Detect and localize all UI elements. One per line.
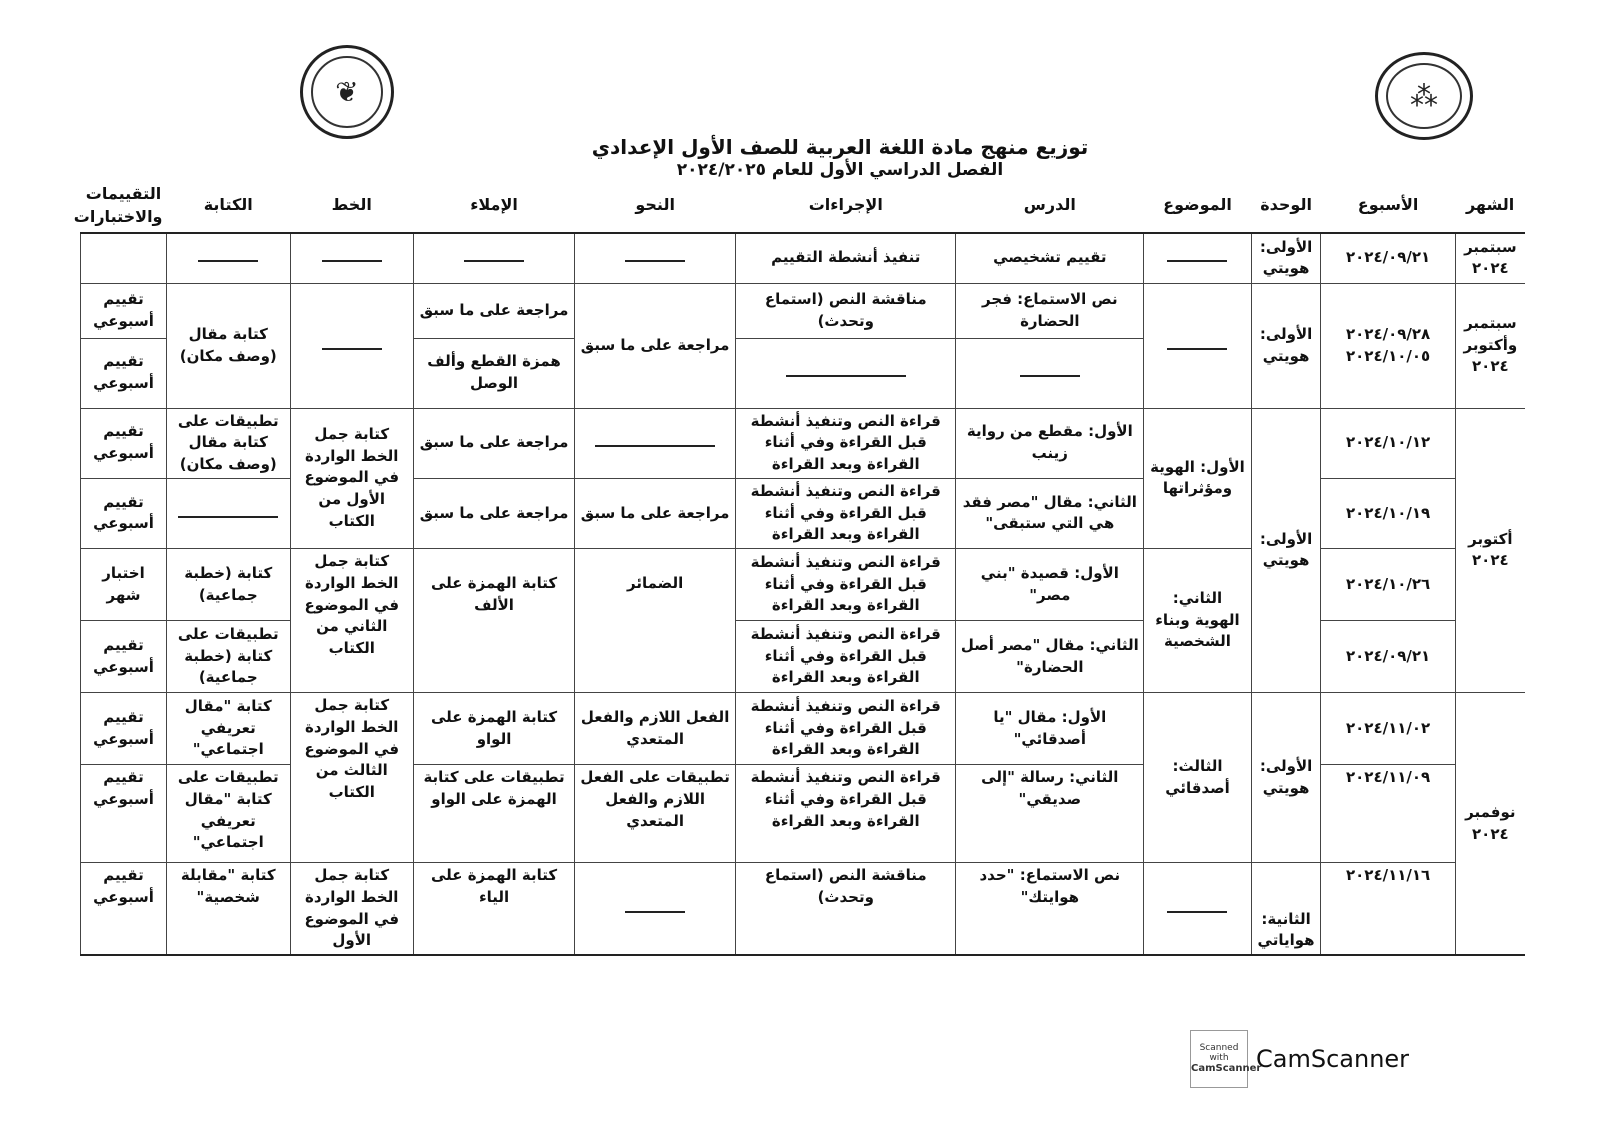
header-dictation: الإملاء: [414, 178, 575, 233]
cell-week: ٢٠٢٤/٠٩/٢١: [1321, 233, 1455, 283]
cell-procedures: قراءة النص وتنفيذ أنشطة قبل القراءة وفي أثناء القراءة وبعد القراءة: [736, 478, 956, 548]
cell-dictation: مراجعة على ما سبق: [414, 283, 575, 338]
cell-week: ٢٠٢٤/٠٩/٢٨ ٢٠٢٤/١٠/٠٥: [1321, 283, 1455, 408]
cell-grammar: تطبيقات على الفعل اللازم والفعل المتعدي: [575, 765, 736, 863]
cell-week: ٢٠٢٤/١٠/٢٦: [1321, 549, 1455, 621]
cell-evaluation: اختبار شهر: [81, 549, 167, 621]
cell-evaluation: تقييم أسبوعي: [81, 693, 167, 765]
cell-writing: كتابة (خطبة جماعية): [167, 549, 291, 621]
cell-procedures: تنفيذ أنشطة التقييم: [736, 233, 956, 283]
cell-topic: الأول: الهوية ومؤثراتها: [1144, 408, 1251, 549]
cell-handwriting: كتابة جمل الخط الواردة في الموضوع الثالث من الكتاب: [290, 693, 414, 863]
table-row: [81, 233, 1526, 283]
header-lesson: الدرس: [956, 178, 1144, 233]
header-evaluation: التقييمات والاختبارات: [81, 178, 167, 233]
cell-evaluation: تقييم أسبوعي: [81, 408, 167, 478]
cell-dictation: تطبيقات على كتابة الهمزة على الواو: [414, 765, 575, 863]
cell-unit: الأولى: هويتي: [1251, 233, 1321, 283]
cell-week: ٢٠٢٤/١٠/١٢: [1321, 408, 1455, 478]
cell-procedures: مناقشة النص (استماع وتحدث): [736, 283, 956, 338]
table-header-row: [81, 178, 1526, 233]
scanner-footer: [1190, 1030, 1409, 1088]
table-row: [81, 283, 1526, 338]
cell-dictation: مراجعة على ما سبق: [414, 478, 575, 548]
cell-procedures: قراءة النص وتنفيذ أنشطة قبل القراءة وفي أثناء القراءة وبعد القراءة: [736, 765, 956, 863]
cell-month: سبتمبر وأكتوبر ٢٠٢٤: [1455, 283, 1525, 408]
cell-topic: [1144, 863, 1251, 956]
cell-writing: تطبيقات على كتابة (خطبة جماعية): [167, 621, 291, 693]
cell-handwriting: [290, 283, 414, 408]
cell-dictation: كتابة الهمزة على الألف: [414, 549, 575, 693]
emblem-icon: ❦: [335, 75, 359, 109]
cell-grammar: الفعل اللازم والفعل المتعدي: [575, 693, 736, 765]
cell-topic: [1144, 233, 1251, 283]
cell-procedures: قراءة النص وتنفيذ أنشطة قبل القراءة وفي أثناء القراءة وبعد القراءة: [736, 693, 956, 765]
cell-evaluation: تقييم أسبوعي: [81, 765, 167, 863]
camscanner-text: CamScanner: [1256, 1045, 1410, 1073]
header-writing: الكتابة: [167, 178, 291, 233]
cell-evaluation: تقييم أسبوعي: [81, 621, 167, 693]
cell-lesson: الأول: قصيدة "بني مصر": [956, 549, 1144, 621]
cell-lesson: [956, 338, 1144, 408]
cell-dictation: مراجعة على ما سبق: [414, 408, 575, 478]
table-row: [81, 693, 1526, 765]
cell-grammar: [575, 408, 736, 478]
cell-writing: كتابة مقال (وصف مكان): [167, 283, 291, 408]
cell-handwriting: كتابة جمل الخط الواردة في الموضوع الثاني من الكتاب: [290, 549, 414, 693]
school-seal: [1375, 52, 1473, 140]
cell-evaluation: تقييم أسبوعي: [81, 478, 167, 548]
page-title: توزيع منهج مادة اللغة العربية للصف الأول الإعدادي: [591, 135, 1089, 159]
cell-dictation: كتابة الهمزة على الياء: [414, 863, 575, 956]
cell-procedures: قراءة النص وتنفيذ أنشطة قبل القراءة وفي أثناء القراءة وبعد القراءة: [736, 621, 956, 693]
cell-lesson: الثاني: مقال "مصر فقد هي التي ستبقى": [956, 478, 1144, 548]
table-row: [81, 408, 1526, 478]
cell-month: نوفمبر ٢٠٢٤: [1455, 693, 1525, 956]
header-grammar: النحو: [575, 178, 736, 233]
cell-procedures: [736, 338, 956, 408]
cell-procedures: قراءة النص وتنفيذ أنشطة قبل القراءة وفي أثناء القراءة وبعد القراءة: [736, 408, 956, 478]
cell-dictation: [414, 233, 575, 283]
cell-writing: كتابة "مقابلة شخصية": [167, 863, 291, 956]
header-handwriting: الخط: [290, 178, 414, 233]
cell-lesson: نص الاستماع: "حدد هوايتك": [956, 863, 1144, 956]
header-month: الشهر: [1455, 178, 1525, 233]
cell-unit: الأولى: هويتي: [1251, 408, 1321, 693]
cell-unit: الثانية: هواياتي: [1251, 863, 1321, 956]
cell-week: ٢٠٢٤/٠٩/٢١: [1321, 621, 1455, 693]
cell-writing: كتابة "مقال تعريفي اجتماعي": [167, 693, 291, 765]
cell-writing: [167, 478, 291, 548]
cell-week: ٢٠٢٤/١١/٠٩: [1321, 765, 1455, 863]
cell-topic: الثاني: الهوية وبناء الشخصية: [1144, 549, 1251, 693]
cell-writing: [167, 233, 291, 283]
cell-grammar: مراجعة على ما سبق: [575, 283, 736, 408]
cell-handwriting: كتابة جمل الخط الواردة في الموضوع الأول من الكتاب: [290, 408, 414, 549]
cell-week: ٢٠٢٤/١١/٠٢: [1321, 693, 1455, 765]
cell-evaluation: تقييم أسبوعي: [81, 863, 167, 956]
cell-handwriting: كتابة جمل الخط الواردة في الموضوع الأول: [290, 863, 414, 956]
cell-writing: تطبيقات على كتابة "مقال تعريفي اجتماعي": [167, 765, 291, 863]
cell-handwriting: [290, 233, 414, 283]
cell-topic: [1144, 283, 1251, 408]
cell-lesson: الثاني: مقال "مصر أصل الحضارة": [956, 621, 1144, 693]
cell-topic: الثالث: أصدقائي: [1144, 693, 1251, 863]
cell-procedures: مناقشة النص (استماع وتحدث): [736, 863, 956, 956]
cell-week: ٢٠٢٤/١٠/١٩: [1321, 478, 1455, 548]
seal-icon: ⁂: [1410, 79, 1438, 113]
cell-unit: الأولى: هويتي: [1251, 693, 1321, 863]
cell-lesson: الأول: مقطع من رواية زينب: [956, 408, 1144, 478]
cell-week: ٢٠٢٤/١١/١٦: [1321, 863, 1455, 956]
cell-month: سبتمبر ٢٠٢٤: [1455, 233, 1525, 283]
camscanner-badge: [1190, 1030, 1262, 1088]
cell-evaluation: تقييم أسبوعي: [81, 283, 167, 338]
cell-writing: تطبيقات على كتابة مقال (وصف مكان): [167, 408, 291, 478]
cell-grammar: مراجعة على ما سبق: [575, 478, 736, 548]
cell-unit: الأولى: هويتي: [1251, 283, 1321, 408]
header-week: الأسبوع: [1321, 178, 1455, 233]
cell-lesson: الثاني: رسالة "إلى صديقي": [956, 765, 1144, 863]
cell-evaluation: تقييم أسبوعي: [81, 338, 167, 408]
page-subtitle: الفصل الدراسي الأول للعام ٢٠٢٤/٢٠٢٥: [676, 160, 1004, 180]
curriculum-table: [73, 178, 1525, 956]
cell-dictation: همزة القطع وألف الوصل: [414, 338, 575, 408]
cell-grammar: [575, 233, 736, 283]
ministry-logo: [300, 45, 394, 139]
cell-grammar: الضمائر: [575, 549, 736, 693]
cell-lesson: تقييم تشخيصي: [956, 233, 1144, 283]
badge-line-1: Scanned with: [1199, 1043, 1239, 1063]
cell-month: أكتوبر ٢٠٢٤: [1455, 408, 1525, 693]
cell-lesson: نص الاستماع: فجر الحضارة: [956, 283, 1144, 338]
badge-line-2: CamScanner: [1191, 1063, 1262, 1074]
cell-evaluation: [81, 233, 167, 283]
cell-grammar: [575, 863, 736, 956]
header-topic: الموضوع: [1144, 178, 1251, 233]
cell-procedures: قراءة النص وتنفيذ أنشطة قبل القراءة وفي أثناء القراءة وبعد القراءة: [736, 549, 956, 621]
cell-lesson: الأول: مقال "يا أصدقائي": [956, 693, 1144, 765]
table-row: [81, 863, 1526, 956]
cell-dictation: كتابة الهمزة على الواو: [414, 693, 575, 765]
header-unit: الوحدة: [1251, 178, 1321, 233]
header-procedures: الإجراءات: [736, 178, 956, 233]
